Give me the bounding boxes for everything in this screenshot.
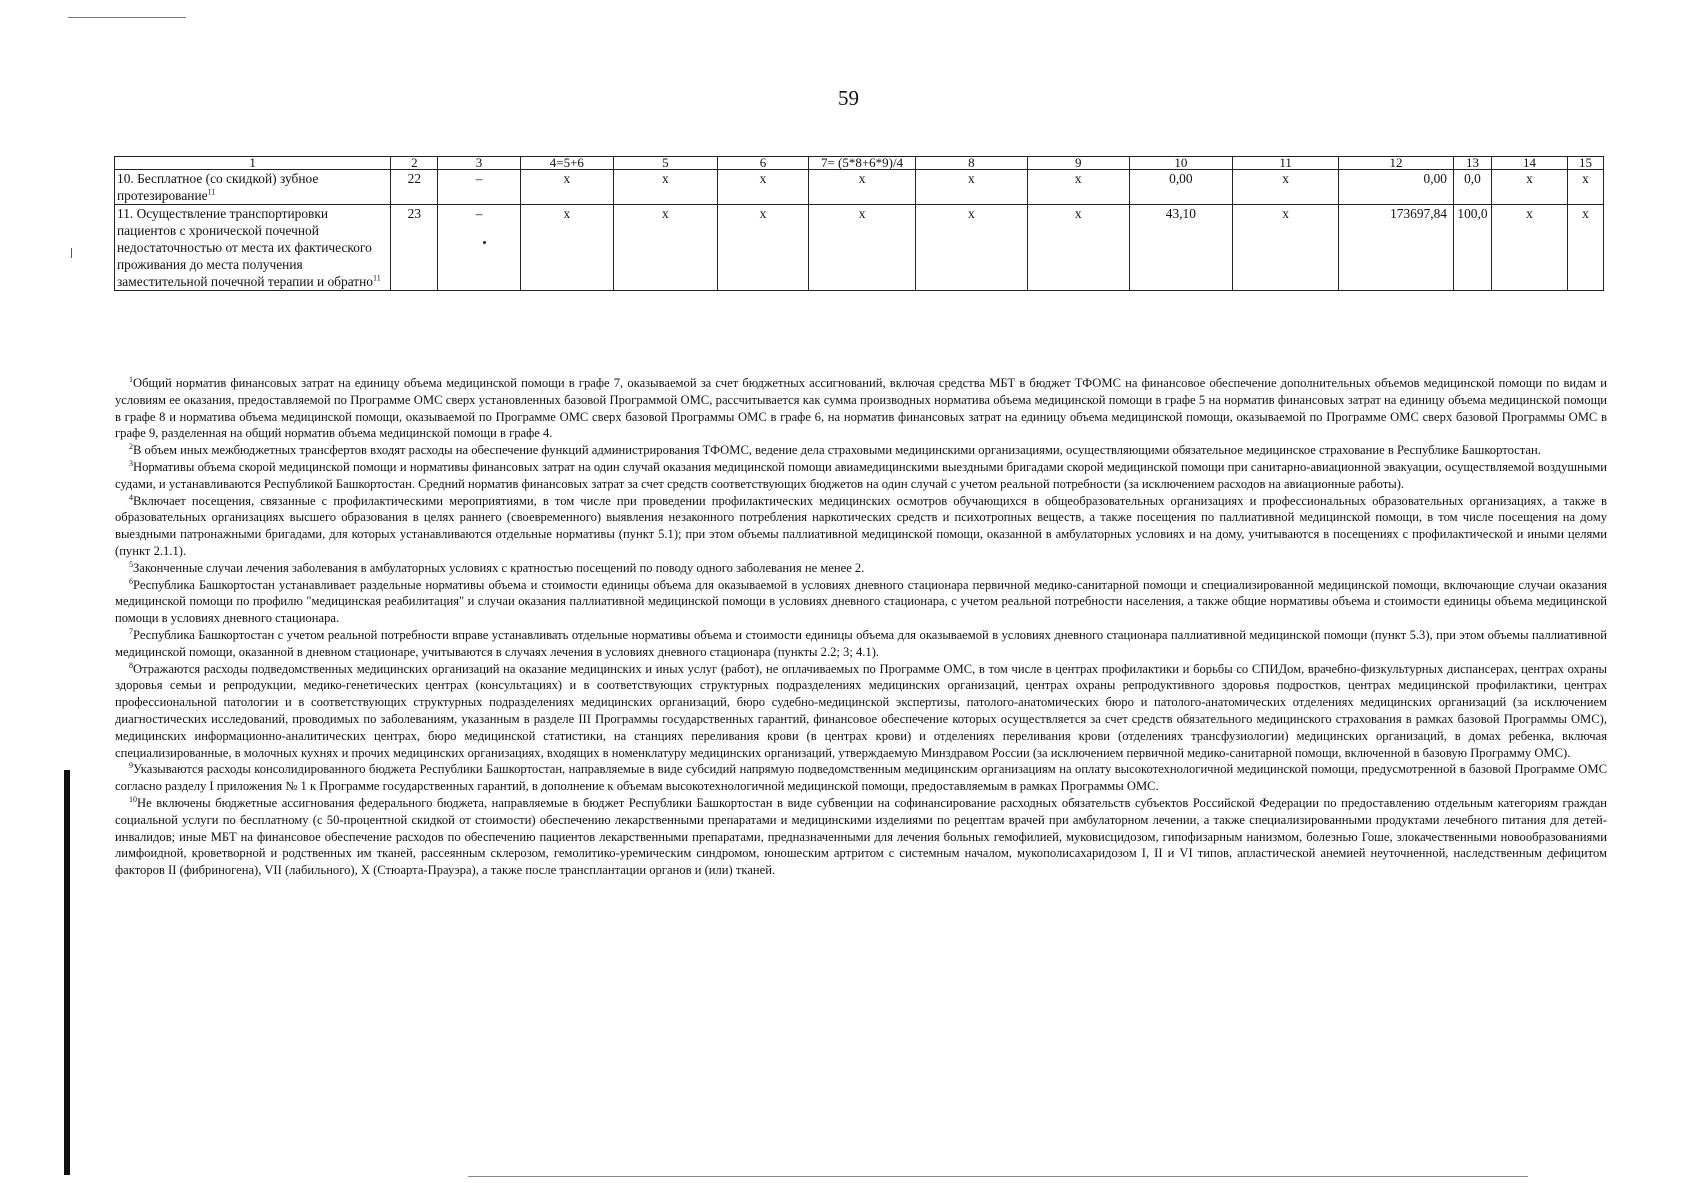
table-cell: х xyxy=(915,170,1027,205)
table-cell: х xyxy=(1567,205,1603,291)
scan-binding-edge xyxy=(64,770,70,1175)
footnote xyxy=(115,627,1607,661)
footnote-text: Нормативы объема скорой медицинской помощи и нормативы финансовых затрат на один случай оказания медицинской помощи авиамедицинскими выездными бригадами скорой медицинской помощи при санитарно-авиационной эвакуации, осуществляемой воздушными судами, и устанавливаются Республикой Башкортостан. Средний норматив финансовых затрат за счет средств соответствующих бюджетов на один случай с учетом реальной потребности (за исключением расходов на авиационные работы). xyxy=(115,459,1607,491)
footnote-mark: 5 xyxy=(129,559,133,569)
footnote xyxy=(115,577,1607,627)
footnote xyxy=(115,661,1607,762)
column-number-row xyxy=(115,157,1604,170)
footnote-text: Республика Башкортостан с учетом реальной потребности вправе устанавливать отдельные нормативы объема и стоимости единицы объема для оказываемой в условиях дневного стационара паллиативной медицинской помощи (пункт 5.3), при этом объемы паллиативной медицинской помощи, оказанной в дневном стационаре, учитываются в случаях лечения в условиях дневного стационара (пункты 2.2; 3; 4.1). xyxy=(115,627,1607,659)
column-number: 3 xyxy=(438,157,520,170)
table-cell: х xyxy=(520,170,613,205)
footnote-mark: 8 xyxy=(129,660,133,670)
footnote xyxy=(115,761,1607,795)
footnote-text: Не включены бюджетные ассигнования федерального бюджета, направляемые в бюджет Республики Башкортостан в виде субвенции на софинансирование расходных обязательств субъектов Российской Федерации по предоставлению отдельным категориям граждан социальной услуги по бесплатному (с 50-процентной скидкой от стоимости) обеспечению лекарственными препаратами и медицинскими изделиями по рецептам врачей при амбулаторном лечении, а также специализированными продуктами лечебного питания для детей-инвалидов; иные МБТ на финансовое обеспечение расходов по обеспечению пациентов лекарственными препаратами, предназначенными для лечения больных гемофилией, муковисцидозом, гипофизарным нанизмом, болезнью Гоше, злокачественными новообразованиями лимфоидной, кроветворной и родственных им тканей, рассеянным склерозом, гемолитико-уремическим синдромом, юношеским артритом с системным началом, мукополисахаридозом I, II и VI типов, апластической анемией неуточненной, наследственным дефицитом факторов II (фибриногена), VII (лабильного), X (Стюарта-Прауэра), а также после трансплантации органов и (или) тканей. xyxy=(115,795,1607,878)
table-cell: х xyxy=(809,170,916,205)
column-number: 12 xyxy=(1338,157,1453,170)
column-number: 4=5+6 xyxy=(520,157,613,170)
footnote xyxy=(115,560,1607,577)
footnote-text: Общий норматив финансовых затрат на единицу объема медицинской помощи в графе 7, оказываемой за счет бюджетных ассигнований, включая средства МБТ в бюджет ТФОМС на финансовое обеспечение дополнительных объемов медицинской помощи по видам и условиям ее оказания, предоставляемой по Программе ОМС сверх установленных базовой Программой ОМС, рассчитывается как сумма производных норматива объема медицинской помощи в графе 5 на норматив финансовых затрат на единицу объема медицинской помощи в графе 8 и норматива объема медицинской помощи, оказываемой по Программе ОМС сверх базовой Программы ОМС в графе 6, на норматив финансовых затрат на единицу объема медицинской помощи, оказываемой по Программе ОМС сверх базовой Программы ОМС в графе 9, разделенная на общий норматив объема медицинской помощи в графе 4. xyxy=(115,376,1607,441)
footnote-text: Указываются расходы консолидированного бюджета Республики Башкортостан, направляемые в виде субсидий напрямую подведомственным медицинским организациям на оплату высокотехнологичной медицинской помощи, предусмотренной в базовой Программе ОМС согласно разделу I приложения № 1 к Программе государственных гарантий, в дополнение к объемам высокотехнологичной медицинской помощи, предоставляемым в рамках Программы ОМС. xyxy=(115,762,1607,794)
table-cell: – xyxy=(438,170,520,205)
column-number: 8 xyxy=(915,157,1027,170)
footnote-mark: 7 xyxy=(129,626,133,636)
table-cell: 173697,84 xyxy=(1338,205,1453,291)
table-cell: х xyxy=(717,170,808,205)
footnote-text: Отражаются расходы подведомственных медицинских организаций на оказание медицинских и иных услуг (работ), не оплачиваемых по Программе ОМС, в том числе в центрах профилактики и борьбы со СПИДом, врачебно-физкультурных диспансерах, центрах охраны здоровья семьи и репродукции, медико-генетических центрах (консультациях) и в соответствующих структурных подразделениях медицинских организаций, центрах охраны репродуктивного здоровья подростков, центрах медицинской профилактики, центрах профессиональной патологии и в соответствующих структурных подразделениях медицинских организаций, бюро судебно-медицинской экспертизы, патолого-анатомических бюро и патолого-анатомических отделениях медицинских организаций (за исключением диагностических исследований, проводимых по заболеваниям, указанным в разделе III Программы государственных гарантий, финансовое обеспечение которых осуществляется за счет средств обязательного медицинского страхования в рамках базовой Программы ОМС), медицинских информационно-аналитических центрах, бюро медицинской статистики, на станциях переливания крови (в центрах крови) и отделениях переливания крови (отделениях трансфузиологии) медицинских организаций, в домах ребенка, включая специализированные, в молочных кухнях и прочих медицинских организациях, входящих в номенклатуру медицинских организаций, утверждаемую Минздравом России (за исключением первичной медико-санитарной помощи, включенной в базовую Программу ОМС). xyxy=(115,661,1607,760)
table-cell: х xyxy=(1567,170,1603,205)
column-number: 1 xyxy=(115,157,391,170)
table-cell: х xyxy=(809,205,916,291)
footnote-ref: 11 xyxy=(207,187,216,197)
column-number: 6 xyxy=(717,157,808,170)
footnote-text: В объем иных межбюджетных трансфертов входят расходы на обеспечение функций администрирования ТФОМС, ведение дела страховыми медицинскими организациями, осуществляющими обязательное медицинское страхование в Республике Башкортостан. xyxy=(133,443,1541,458)
table-cell: х xyxy=(1233,170,1339,205)
table-cell: х xyxy=(614,170,718,205)
footnote-mark: 1 xyxy=(129,374,133,384)
footnote xyxy=(115,375,1607,442)
table-cell: 100,0 xyxy=(1453,205,1491,291)
table-cell: х xyxy=(915,205,1027,291)
row-name-cell xyxy=(115,205,391,291)
top-rule xyxy=(68,17,186,18)
table-cell: 23 xyxy=(391,205,438,291)
column-number: 10 xyxy=(1129,157,1233,170)
footnote-text: Включает посещения, связанные с профилактическими мероприятиями, в том числе при проведении профилактических медицинских осмотров обучающихся в общеобразовательных организациях и профессиональных образовательных организациях, а также в образовательных организациях высшего образования в целях раннего (своевременного) выявления незаконного потребления наркотических средств и психотропных веществ, а также посещения по паллиативной медицинской помощи, в том числе посещения на дому выездными патронажными бригадами, для которых устанавливаются отдельные нормативы (пункт 5.1); при этом объемы паллиативной медицинской помощи, оказанной в амбулаторных условиях и на дому, учитываются в посещениях с профилактической и иными целями (пункт 2.1.1). xyxy=(115,493,1607,558)
table-cell: 43,10 xyxy=(1129,205,1233,291)
column-number: 2 xyxy=(391,157,438,170)
footnote xyxy=(115,459,1607,493)
footnote xyxy=(115,442,1607,459)
footnote-mark: 9 xyxy=(129,761,133,771)
footnote-ref: 11 xyxy=(373,273,381,283)
footnote xyxy=(115,493,1607,560)
table-cell: 0,00 xyxy=(1129,170,1233,205)
column-number: 14 xyxy=(1491,157,1567,170)
table-cell: – xyxy=(438,205,520,291)
column-number: 15 xyxy=(1567,157,1603,170)
footnote-text: Республика Башкортостан устанавливает раздельные нормативы объема и стоимости единицы объема для оказываемой в условиях дневного стационара первичной медико-санитарной помощи и специализированной медицинской помощи, включающие случаи оказания медицинской помощи по профилю "медицинская реабилитация" и случаи оказания паллиативной медицинской помощи в условиях дневного стационара, с учетом реальной потребности населения, а также общие нормативы объема и стоимости единицы объема медицинской помощи в условиях дневного стационара. xyxy=(115,577,1607,626)
table-cell: х xyxy=(717,205,808,291)
scan-mark xyxy=(71,248,72,258)
footnote xyxy=(115,795,1607,879)
table-row xyxy=(115,170,1604,205)
column-number: 9 xyxy=(1027,157,1129,170)
table-cell: х xyxy=(1027,170,1129,205)
normatives-table xyxy=(114,156,1604,291)
table-cell: 22 xyxy=(391,170,438,205)
footnote-mark: 6 xyxy=(129,576,133,586)
table-cell: 0,0 xyxy=(1453,170,1491,205)
page-number: 59 xyxy=(838,86,859,110)
column-number: 11 xyxy=(1233,157,1339,170)
footnote-text: Законченные случаи лечения заболевания в амбулаторных условиях с кратностью посещений по поводу одного заболевания не менее 2. xyxy=(133,560,865,575)
bottom-rule xyxy=(468,1176,1528,1177)
table-cell: х xyxy=(520,205,613,291)
footnote-mark: 4 xyxy=(129,492,133,502)
table-cell: х xyxy=(1027,205,1129,291)
row-name: 11. Осуществление транспортировки пациентов с хронической почечной недостаточностью от места их фактического проживания до места получения заместительной почечной терапии и обратно xyxy=(117,206,374,289)
column-number: 13 xyxy=(1453,157,1491,170)
table-cell: 0,00 xyxy=(1338,170,1453,205)
table-cell: х xyxy=(1491,170,1567,205)
table-cell: х xyxy=(1491,205,1567,291)
table-row xyxy=(115,205,1604,291)
footnote-mark: 3 xyxy=(129,458,133,468)
scan-speck xyxy=(483,241,486,244)
column-number: 5 xyxy=(614,157,718,170)
footnotes xyxy=(115,375,1607,879)
table-cell: х xyxy=(614,205,718,291)
footnote-mark: 10 xyxy=(129,794,137,804)
column-number: 7= (5*8+6*9)/4 xyxy=(809,157,916,170)
table-cell: х xyxy=(1233,205,1339,291)
row-name: 10. Бесплатное (со скидкой) зубное протезирование xyxy=(117,171,319,203)
row-name-cell xyxy=(115,170,391,205)
footnote-mark: 2 xyxy=(129,442,133,451)
